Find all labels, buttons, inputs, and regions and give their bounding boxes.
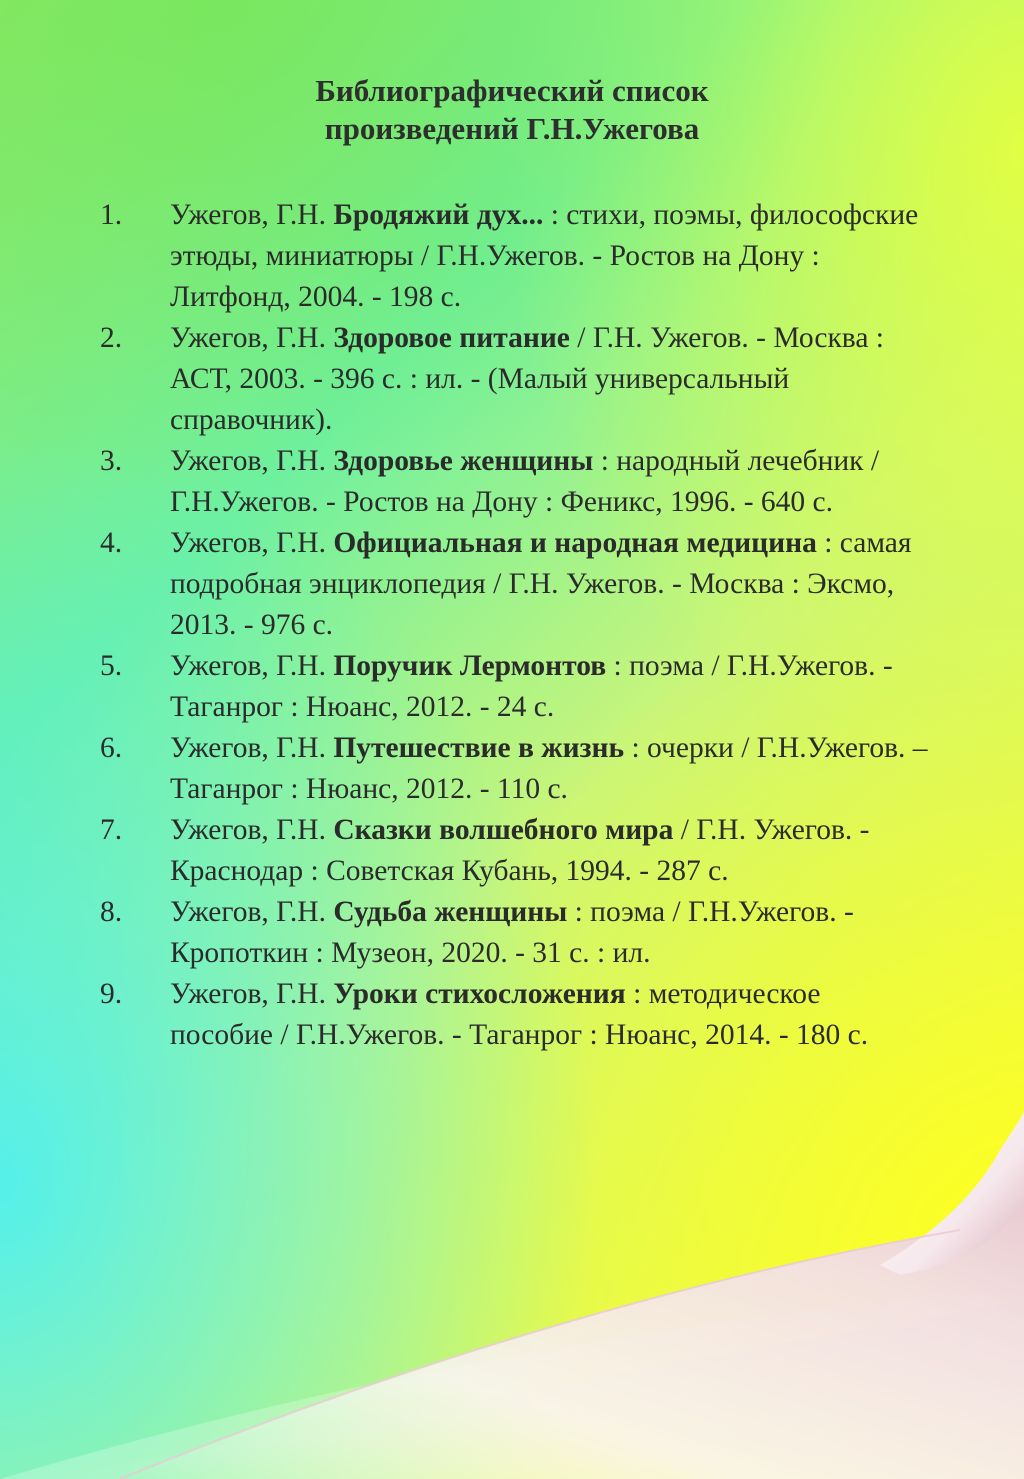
item-number: 2. (100, 322, 123, 354)
item-details: : поэма / Г.Н.Ужегов. - Таганрог : Нюанс, 2012. - 24 с. (170, 650, 893, 723)
item-title: Бродяжий дух... (333, 199, 544, 231)
item-details: : очерки / Г.Н.Ужегов. – Таганрог : Нюанс, 2012. - 110 с. (170, 732, 928, 805)
item-author: Ужегов, Г.Н. (170, 322, 326, 354)
item-title: Путешествие в жизнь (333, 732, 625, 764)
item-author: Ужегов, Г.Н. (170, 199, 326, 231)
item-author: Ужегов, Г.Н. (170, 732, 326, 764)
item-title: Судьба женщины (333, 896, 568, 928)
item-title: Поручик Лермонтов (333, 650, 607, 682)
list-item (100, 646, 930, 728)
item-details: : методическое пособие / Г.Н.Ужегов. - Таганрог : Нюанс, 2014. - 180 с. (170, 978, 869, 1051)
item-number: 4. (100, 527, 123, 559)
item-author: Ужегов, Г.Н. (170, 896, 326, 928)
list-item (100, 728, 930, 810)
item-title: Сказки волшебного мира (333, 814, 674, 846)
list-item (100, 318, 930, 441)
item-author: Ужегов, Г.Н. (170, 978, 326, 1010)
item-number: 1. (100, 199, 123, 231)
item-number: 7. (100, 814, 123, 846)
page-title-line-2: произведений Г.Н.Ужегова (324, 111, 700, 146)
list-item (100, 195, 930, 318)
item-title: Здоровое питание (333, 322, 570, 354)
item-number: 5. (100, 650, 123, 682)
item-details: : поэма / Г.Н.Ужегов. - Кропоткин : Музеон, 2020. - 31 с. : ил. (170, 896, 854, 969)
page-title-line-1: Библиографический список (315, 73, 709, 108)
item-author: Ужегов, Г.Н. (170, 814, 326, 846)
list-item (100, 892, 930, 974)
list-item (100, 974, 930, 1056)
item-number: 3. (100, 445, 123, 477)
item-author: Ужегов, Г.Н. (170, 650, 326, 682)
item-details: / Г.Н. Ужегов. - Москва : АСТ, 2003. - 396 с. : ил. - (Малый универсальный справочник). (170, 322, 884, 436)
item-title: Уроки стихосложения (333, 978, 626, 1010)
item-details: : стихи, поэмы, философские этюды, миниатюры / Г.Н.Ужегов. - Ростов на Дону : Литфонд, 2004. - 198 с. (170, 199, 919, 313)
item-details: : самая подробная энциклопедия / Г.Н. Ужегов. - Москва : Эксмо, 2013. - 976 с. (170, 527, 912, 641)
bibliography-list (100, 195, 930, 1056)
list-item (100, 810, 930, 892)
item-author: Ужегов, Г.Н. (170, 527, 326, 559)
item-number: 8. (100, 896, 123, 928)
item-number: 9. (100, 978, 123, 1010)
item-number: 6. (100, 732, 123, 764)
list-item (100, 523, 930, 646)
item-title: Официальная и народная медицина (333, 527, 817, 559)
item-author: Ужегов, Г.Н. (170, 445, 326, 477)
list-item (100, 441, 930, 523)
item-title: Здоровье женщины (333, 445, 594, 477)
item-details: : народный лечебник / Г.Н.Ужегов. - Ростов на Дону : Феникс, 1996. - 640 с. (170, 445, 880, 518)
item-details: / Г.Н. Ужегов. - Краснодар : Советская Кубань, 1994. - 287 с. (170, 814, 870, 887)
page-title (0, 72, 1024, 148)
